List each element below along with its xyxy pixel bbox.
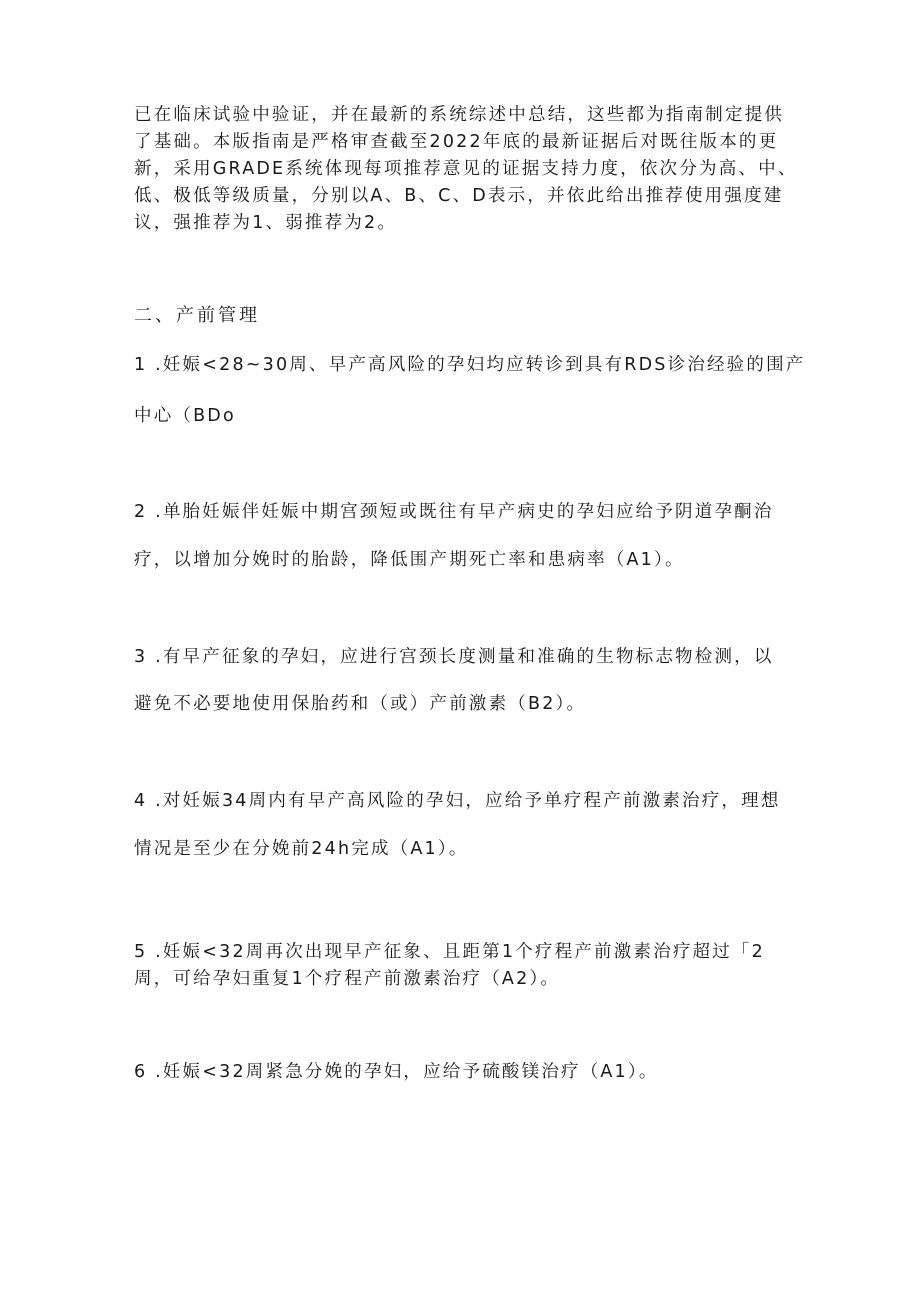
item-3-line-1: 3 .有早产征象的孕妇，应进行宫颈长度测量和准确的生物标志物检测，以: [134, 647, 774, 667]
intro-line-4: 低、极低等级质量，分别以A、B、C、D表示，并依此给出推荐使用强度建: [134, 186, 784, 206]
item-6-line-1: 6 .妊娠<32周紧急分娩的孕妇，应给予硫酸镁治疗（A1）。: [134, 1062, 659, 1082]
item-2-line-2: 疗，以增加分娩时的胎龄，降低围产期死亡率和患病率（A1）。: [134, 550, 685, 570]
intro-line-1: 已在临床试验中验证，并在最新的系统综述中总结，这些都为指南制定提供: [134, 105, 785, 125]
item-4-line-2: 情况是至少在分娩前24h完成（A1）。: [134, 839, 469, 859]
item-5-line-1: 5 .妊娠<32周再次出现早产征象、且距第1个疗程产前激素治疗超过「2: [134, 942, 765, 962]
item-3-line-2: 避免不必要地使用保胎药和（或）产前激素（B2）。: [134, 694, 587, 714]
intro-line-5: 议，强推荐为1、弱推荐为2。: [134, 213, 398, 233]
item-1-line-1: 1 .妊娠<28~30周、早产高风险的孕妇均应转诊到具有RDS诊治经验的围产: [134, 355, 806, 375]
intro-line-2: 了基础。本版指南是严格审查截至2022年底的最新证据后对既往版本的更: [134, 132, 779, 152]
item-2-line-1: 2 .单胎妊娠伴妊娠中期宫颈短或既往有早产病史的孕妇应给予阴道孕酮治: [134, 502, 774, 522]
item-1-line-2: 中心（BDo: [134, 406, 236, 426]
item-4-line-1: 4 .对妊娠34周内有早产高风险的孕妇，应给予单疗程产前激素治疗，理想: [134, 791, 781, 811]
section-heading: 二、产前管理: [134, 305, 260, 326]
intro-line-3: 新，采用GRADE系统体现每项推荐意见的证据支持力度，依次分为高、中、: [134, 159, 798, 179]
item-5-line-2: 周，可给孕妇重复1个疗程产前激素治疗（A2）。: [134, 969, 561, 989]
